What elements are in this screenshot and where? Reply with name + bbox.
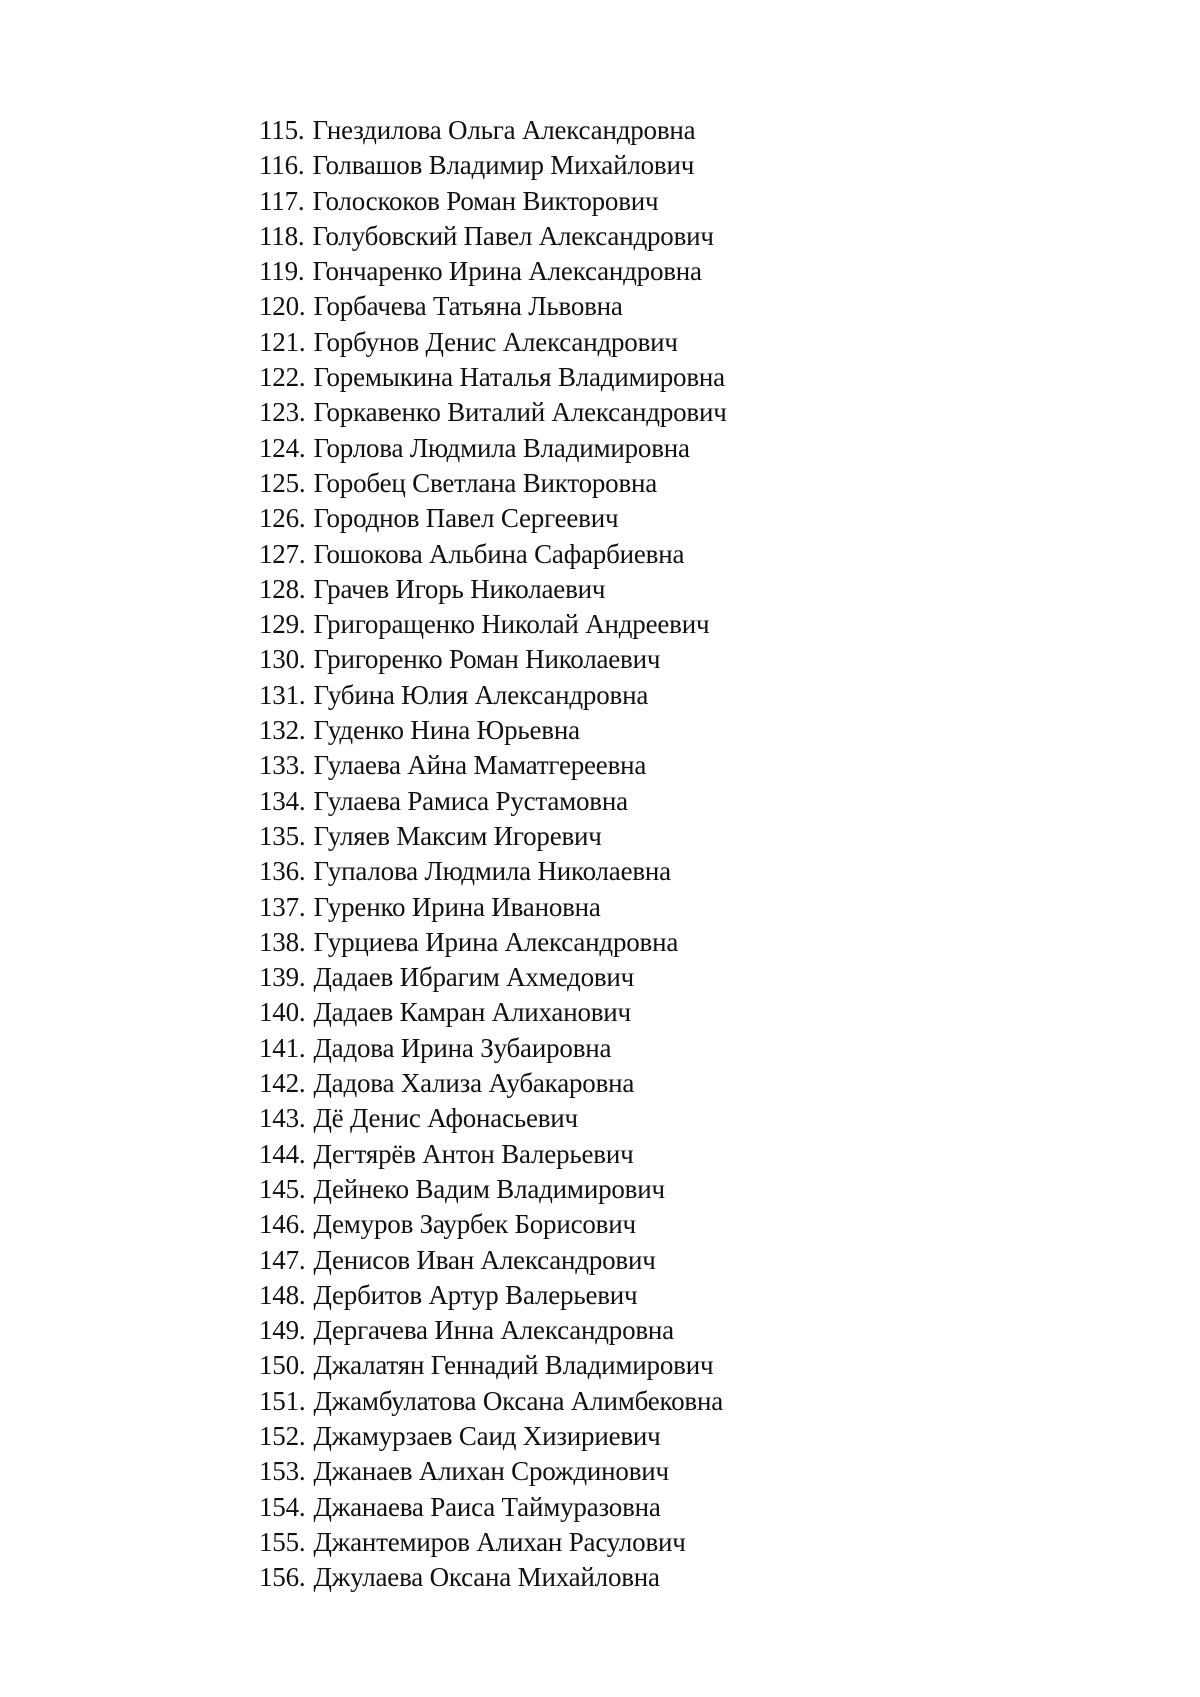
item-number: 153. bbox=[259, 1456, 306, 1487]
item-number: 127. bbox=[259, 538, 306, 569]
list-item bbox=[259, 678, 727, 713]
list-item bbox=[259, 501, 727, 536]
list-item bbox=[259, 1490, 727, 1525]
item-number: 122. bbox=[259, 362, 306, 393]
item-number: 156. bbox=[259, 1562, 306, 1593]
list-item bbox=[259, 113, 727, 148]
person-name: Голвашов Владимир Михайлович bbox=[312, 150, 695, 181]
list-item bbox=[259, 1348, 727, 1383]
list-item bbox=[259, 642, 727, 677]
item-number: 130. bbox=[259, 644, 306, 675]
item-number: 115. bbox=[259, 115, 305, 145]
person-name: Дербитов Артур Валерьевич bbox=[313, 1279, 638, 1310]
person-name: Джамбулатова Оксана Алимбековна bbox=[313, 1385, 723, 1416]
person-name: Голоскоков Роман Викторович bbox=[312, 185, 659, 216]
person-name: Гулаева Рамиса Рустамовна bbox=[313, 785, 628, 816]
list-item bbox=[259, 1066, 727, 1101]
person-name: Дё Денис Афонасьевич bbox=[313, 1103, 578, 1134]
item-number: 134. bbox=[259, 785, 306, 816]
item-number: 117. bbox=[259, 185, 305, 216]
item-number: 155. bbox=[259, 1526, 306, 1557]
item-number: 118. bbox=[259, 220, 305, 251]
item-number: 135. bbox=[259, 820, 306, 851]
person-name: Горобец Светлана Викторовна bbox=[313, 467, 658, 498]
list-item bbox=[259, 325, 727, 360]
list-item bbox=[259, 960, 727, 995]
item-number: 132. bbox=[259, 715, 306, 746]
person-name: Джалатян Геннадий Владимирович bbox=[313, 1350, 714, 1381]
person-name: Дадова Ирина Зубаировна bbox=[313, 1032, 612, 1063]
item-number: 129. bbox=[259, 609, 306, 640]
item-number: 139. bbox=[259, 962, 306, 993]
list-item bbox=[259, 466, 727, 501]
list-item bbox=[259, 995, 727, 1030]
item-number: 121. bbox=[259, 326, 306, 357]
item-number: 142. bbox=[259, 1068, 306, 1099]
list-item bbox=[259, 1243, 727, 1278]
list-item bbox=[259, 925, 727, 960]
item-number: 123. bbox=[259, 397, 306, 428]
person-name: Горлова Людмила Владимировна bbox=[313, 432, 690, 463]
list-item bbox=[259, 537, 727, 572]
item-number: 145. bbox=[259, 1173, 306, 1204]
list-item bbox=[259, 1278, 727, 1313]
list-item bbox=[259, 713, 727, 748]
list-item bbox=[259, 784, 727, 819]
item-number: 146. bbox=[259, 1209, 306, 1240]
list-item bbox=[259, 395, 727, 430]
item-number: 150. bbox=[259, 1350, 306, 1381]
person-name: Гулаева Айна Маматгереевна bbox=[313, 750, 647, 781]
list-item bbox=[259, 1525, 727, 1560]
list-item bbox=[259, 1172, 727, 1207]
person-name: Григоращенко Николай Андреевич bbox=[313, 609, 710, 640]
list-item bbox=[259, 819, 727, 854]
person-name: Городнов Павел Сергеевич bbox=[313, 503, 619, 534]
person-name: Горбунов Денис Александрович bbox=[313, 326, 678, 357]
item-number: 138. bbox=[259, 926, 306, 957]
item-number: 152. bbox=[259, 1420, 306, 1451]
person-name: Гончаренко Ирина Александровна bbox=[312, 256, 702, 287]
person-name: Джанаев Алихан Срождинович bbox=[313, 1456, 669, 1487]
list-item bbox=[259, 1454, 727, 1489]
item-number: 128. bbox=[259, 573, 306, 604]
list-item bbox=[259, 1137, 727, 1172]
item-number: 147. bbox=[259, 1244, 306, 1275]
person-name: Джантемиров Алихан Расулович bbox=[313, 1526, 686, 1557]
item-number: 116. bbox=[259, 150, 305, 181]
list-item bbox=[259, 254, 727, 289]
list-item bbox=[259, 890, 727, 925]
list-item bbox=[259, 219, 727, 254]
item-number: 137. bbox=[259, 891, 306, 922]
item-number: 141. bbox=[259, 1032, 306, 1063]
list-item bbox=[259, 1313, 727, 1348]
item-number: 154. bbox=[259, 1491, 306, 1522]
item-number: 124. bbox=[259, 432, 306, 463]
person-name: Джанаева Раиса Таймуразовна bbox=[313, 1491, 661, 1522]
item-number: 126. bbox=[259, 503, 306, 534]
person-name: Гупалова Людмила Николаевна bbox=[313, 856, 671, 887]
list-item bbox=[259, 148, 727, 183]
item-number: 144. bbox=[259, 1138, 306, 1169]
person-name: Дадаев Камран Алиханович bbox=[313, 997, 631, 1028]
list-item bbox=[259, 854, 727, 889]
person-name: Дадова Хализа Аубакаровна bbox=[313, 1068, 635, 1099]
person-name: Горемыкина Наталья Владимировна bbox=[313, 362, 725, 393]
person-name: Дейнеко Вадим Владимирович bbox=[313, 1173, 665, 1204]
list-item bbox=[259, 1101, 727, 1136]
person-name: Горбачева Татьяна Львовна bbox=[313, 291, 623, 322]
person-name: Гуренко Ирина Ивановна bbox=[313, 891, 601, 922]
person-name: Джулаева Оксана Михайловна bbox=[313, 1562, 660, 1593]
person-name: Дадаев Ибрагим Ахмедович bbox=[313, 962, 635, 993]
item-number: 131. bbox=[259, 679, 306, 710]
item-number: 151. bbox=[259, 1385, 306, 1416]
name-list bbox=[259, 113, 727, 1595]
list-item bbox=[259, 607, 727, 642]
list-item bbox=[259, 1207, 727, 1242]
person-name: Джамурзаев Саид Хизириевич bbox=[313, 1420, 661, 1451]
list-item bbox=[259, 748, 727, 783]
item-number: 125. bbox=[259, 467, 306, 498]
item-number: 149. bbox=[259, 1315, 306, 1346]
person-name: Губина Юлия Александровна bbox=[313, 679, 649, 710]
person-name: Гнездилова Ольга Александровна bbox=[312, 115, 696, 145]
list-item bbox=[259, 1419, 727, 1454]
person-name: Гуденко Нина Юрьевна bbox=[313, 715, 580, 746]
person-name: Голубовский Павел Александрович bbox=[312, 220, 714, 251]
item-number: 120. bbox=[259, 291, 306, 322]
list-item bbox=[259, 184, 727, 219]
list-item bbox=[259, 360, 727, 395]
person-name: Грачев Игорь Николаевич bbox=[313, 573, 606, 604]
person-name: Дегтярёв Антон Валерьевич bbox=[313, 1138, 634, 1169]
person-name: Горкавенко Виталий Александрович bbox=[313, 397, 727, 428]
list-item bbox=[259, 572, 727, 607]
item-number: 119. bbox=[259, 256, 305, 287]
item-number: 133. bbox=[259, 750, 306, 781]
person-name: Дергачева Инна Александровна bbox=[313, 1315, 674, 1346]
item-number: 140. bbox=[259, 997, 306, 1028]
list-item bbox=[259, 289, 727, 324]
item-number: 148. bbox=[259, 1279, 306, 1310]
list-item bbox=[259, 1031, 727, 1066]
item-number: 143. bbox=[259, 1103, 306, 1134]
list-item bbox=[259, 1384, 727, 1419]
person-name: Демуров Заурбек Борисович bbox=[313, 1209, 636, 1240]
person-name: Денисов Иван Александрович bbox=[313, 1244, 656, 1275]
person-name: Григоренко Роман Николаевич bbox=[313, 644, 661, 675]
person-name: Гошокова Альбина Сафарбиевна bbox=[313, 538, 685, 569]
list-item bbox=[259, 431, 727, 466]
person-name: Гурциева Ирина Александровна bbox=[313, 926, 679, 957]
person-name: Гуляев Максим Игоревич bbox=[313, 820, 602, 851]
list-item bbox=[259, 1560, 727, 1595]
item-number: 136. bbox=[259, 856, 306, 887]
